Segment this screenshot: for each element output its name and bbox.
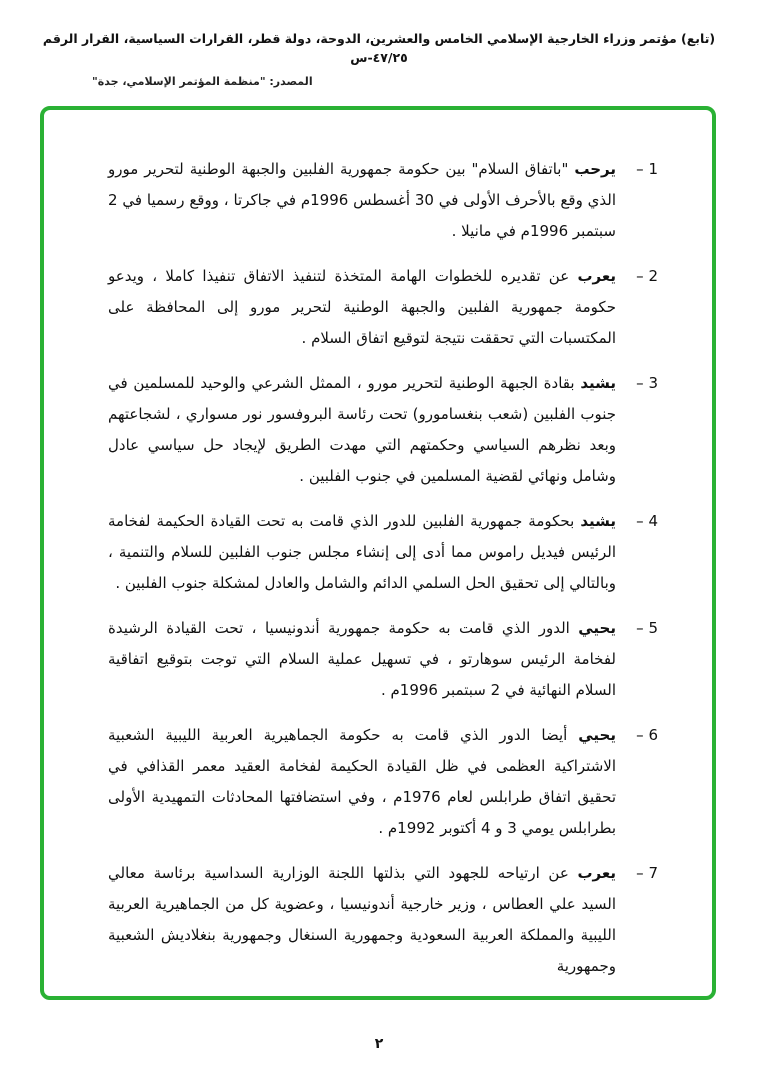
resolution-paragraph — [108, 261, 658, 354]
paragraph-text: يحيي أيضا الدور الذي قامت به حكومة الجماهيرية العربية الليبية الشعبية الاشتراكية العظمى في ظل القيادة الحكيمة لفخامة العقيد معمر القذافي في تحقيق اتفاق طرابلس لعام 1976م ، وفي استضافتها المحادثات التمهيدية الأولى بطرابلس يومي 3 و 4 أكتوبر 1992م . — [108, 726, 616, 837]
paragraph-number: 2 – — [636, 267, 658, 285]
paragraph-lead-word: يحيي — [578, 726, 616, 744]
paragraph-text: يعرب عن ارتياحه للجهود التي بذلتها اللجنة الوزارية السداسية برئاسة معالي السيد علي العطاس ، وزير خارجية أندونيسيا ، وعضوية كل من الجماهيرية العربية الليبية والمملكة العربية السعودية وجمهورية السنغال وجمهورية بنغلاديش الشعبية وجمهورية — [108, 864, 616, 975]
paragraph-lead-word: يعرب — [577, 864, 616, 882]
document-header — [0, 0, 758, 88]
paragraph-lead-word: يعرب — [577, 267, 616, 285]
page-number: ٢ — [374, 1036, 384, 1052]
paragraph-lead-word: يشيد — [580, 512, 616, 530]
paragraph-text: يشيد بقادة الجبهة الوطنية لتحرير مورو ، الممثل الشرعي والوحيد للمسلمين في جنوب الفلبين (شعب بنغسامورو) تحت رئاسة البروفسور نور مسواري ، لشجاعتهم وبعد نظرهم السياسي وحكمتهم التي مهدت الطريق لإيجاد حل سياسي عادل وشامل ونهائي لقضية المسلمين في جنوب الفلبين . — [108, 374, 616, 485]
resolution-paragraphs — [108, 154, 658, 982]
paragraph-text: يعرب عن تقديره للخطوات الهامة المتخذة لتنفيذ الاتفاق تنفيذا كاملا ، ويدعو حكومة جمهورية الفلبين والجبهة الوطنية لتحرير مورو إلى المحافظة على المكتسبات التي تحققت نتيجة لتوقيع اتفاق السلام . — [108, 267, 616, 347]
paragraph-lead-word: يحيي — [578, 619, 616, 637]
paragraph-number: 6 – — [636, 726, 658, 744]
paragraph-number: 4 – — [636, 512, 658, 530]
paragraph-number: 1 – — [636, 160, 658, 178]
header-source: المصدر: "منظمة المؤتمر الإسلامي، جدة" — [92, 74, 313, 88]
resolution-paragraph — [108, 506, 658, 599]
paragraph-lead-word: يشيد — [580, 374, 616, 392]
paragraph-text: يحيي الدور الذي قامت به حكومة جمهورية أندونيسيا ، تحت القيادة الرشيدة لفخامة الرئيس سوهارتو ، في تسهيل عملية السلام التي توجت بتوقيع اتفاقية السلام النهائية في 2 سبتمبر 1996م . — [108, 619, 616, 699]
paragraph-text: يشيد بحكومة جمهورية الفلبين للدور الذي قامت به تحت القيادة الحكيمة لفخامة الرئيس فيديل راموس مما أدى إلى إنشاء مجلس جنوب الفلبين للسلام والتنمية ، وبالتالي إلى تحقيق الحل السلمي الدائم والشامل والعادل لمشكلة جنوب الفلبين . — [108, 512, 616, 592]
resolution-paragraph — [108, 154, 658, 247]
resolution-paragraph — [108, 368, 658, 492]
paragraph-lead-word: يرحب — [574, 160, 616, 178]
content-border-box — [40, 106, 716, 1000]
paragraph-number: 7 – — [636, 864, 658, 882]
paragraph-text: يرحب "باتفاق السلام" بين حكومة جمهورية الفلبين والجبهة الوطنية لتحرير مورو الذي وقع بالأحرف الأولى في 30 أغسطس 1996م في جاكرتا ، ووقع رسميا في 2 سبتمبر 1996م في مانيلا . — [108, 160, 617, 240]
resolution-paragraph — [108, 858, 658, 982]
resolution-paragraph — [108, 720, 658, 844]
paragraph-number: 5 – — [636, 619, 658, 637]
paragraph-number: 3 – — [636, 374, 658, 392]
resolution-paragraph — [108, 613, 658, 706]
header-title: (تابع) مؤتمر وزراء الخارجية الإسلامي الخامس والعشرين، الدوحة، دولة قطر، القرارات السياسية، القرار الرقم ٤٧/٢٥-س — [42, 31, 716, 65]
